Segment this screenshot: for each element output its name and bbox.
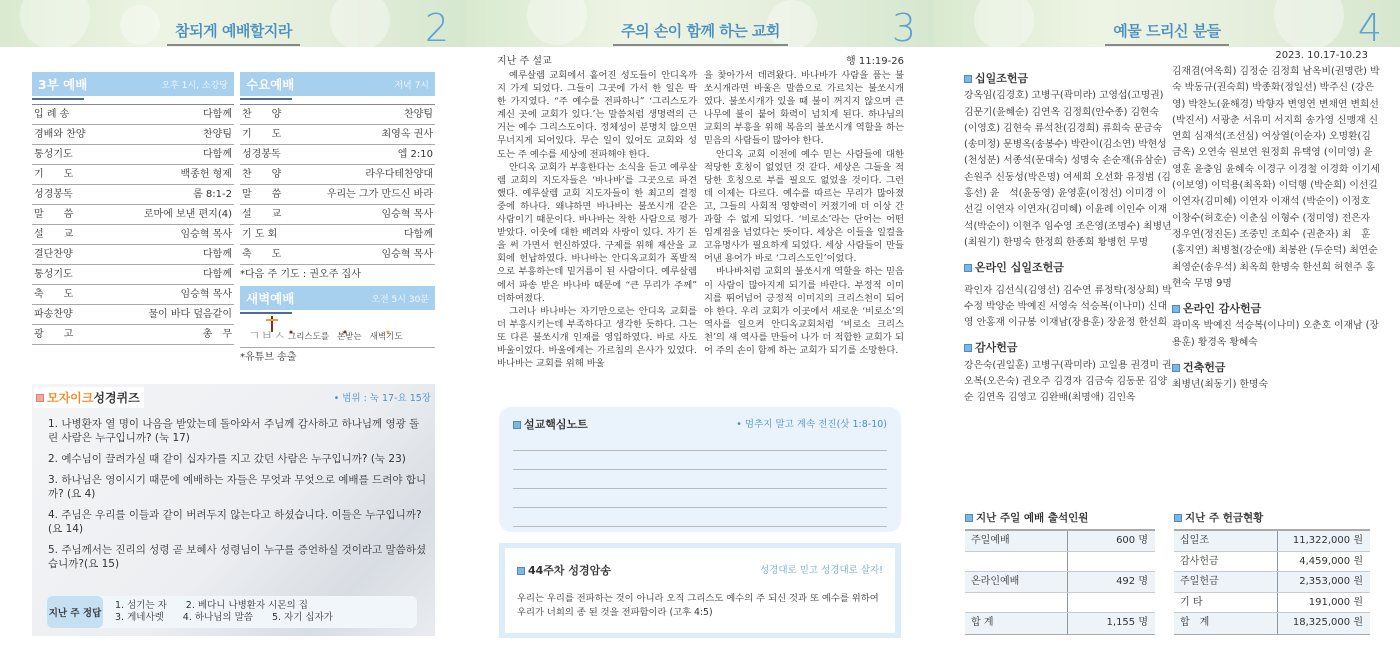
table-row	[965, 531, 1155, 552]
row-label: 기 도 회	[242, 229, 278, 240]
cross-icon	[240, 310, 435, 348]
table-cell-label: 십일조	[1174, 531, 1278, 551]
building-names: 최병년(최동기) 한명숙	[1172, 379, 1268, 391]
table-row	[1174, 531, 1370, 552]
service-3-section	[32, 72, 234, 345]
note-line[interactable]	[513, 508, 887, 527]
offerings-column-2	[1172, 64, 1390, 394]
square-bullet-icon	[1174, 514, 1182, 522]
row-value: 백종헌 형제	[180, 169, 232, 180]
service-3-time: 오후 1시, 소강당	[161, 80, 228, 91]
order-row	[32, 165, 234, 185]
row-label: 경배와 찬양	[34, 129, 86, 140]
row-value: 찬양팀	[203, 129, 232, 140]
answer-line: 1. 섬기는 자 2. 베다니 나병환자 시몬의 집	[115, 600, 308, 611]
online-thanks-title: 온라인 감사헌금	[1183, 302, 1262, 316]
row-label: 파송찬양	[34, 309, 73, 320]
table-cell-value: 1,155 명	[1106, 617, 1148, 628]
table-cell-label: 감사헌금	[1174, 552, 1278, 572]
square-bullet-icon	[1172, 305, 1180, 313]
order-row	[32, 285, 234, 305]
quiz-question: 2. 예수님이 끌려가실 때 같이 십자가를 지고 갔던 사람은 누구입니까? (눅 23)	[48, 453, 406, 465]
row-label: 축 도	[34, 289, 74, 300]
table-cell-label: 합 계	[1174, 613, 1278, 634]
sermon-reference: 행 11:19-26	[846, 56, 904, 67]
row-value: 라우다테찬양대	[365, 169, 433, 180]
table-cell-label	[965, 552, 1068, 572]
notes-subtitle: • 멈추지 말고 계속 전진(삿 1:8-10)	[736, 419, 887, 430]
order-row	[32, 265, 234, 285]
dawn-service-header	[240, 286, 435, 310]
row-label: 축 도	[242, 249, 282, 260]
sermon-label: 지난 주 설교	[497, 56, 552, 67]
online-thanks-names: 곽미옥 박예진 석승복(이나미) 오춘호 이재남 (장용훈) 황경옥 황혜숙	[1172, 320, 1379, 348]
offering-status-title: 지난 주 헌금현황	[1185, 512, 1264, 524]
youtube-note: *유튜브 송출	[240, 352, 297, 363]
wednesday-time: 저녁 7시	[394, 80, 429, 91]
table-row	[965, 613, 1155, 634]
row-label: 성경봉독	[34, 189, 73, 200]
table-cell-value: 600 명	[1116, 535, 1148, 546]
wednesday-service-section	[240, 72, 435, 368]
row-value: 총 무	[202, 329, 232, 340]
notes-title: 설교핵심노트	[524, 418, 588, 431]
row-value: 다함께	[203, 249, 232, 260]
order-row	[240, 245, 435, 265]
row-label: 광 고	[34, 329, 74, 340]
quiz-question: 4. 주님은 우리를 이들과 같이 버려두지 않는다고 하셨습니다. 이들은 누구입니까? (요 14)	[48, 509, 422, 535]
page-4	[934, 0, 1400, 662]
wednesday-order	[240, 104, 435, 265]
quiz-question: 3. 하나님은 영이시기 때문에 예배하는 자들은 무엇과 무엇으로 예배를 드려야 합니까? (요 4)	[48, 474, 427, 500]
row-label: 설 교	[34, 229, 74, 240]
quiz-question: 1. 나병환자 열 명이 나음을 받았는데 돌아와서 주님께 감사하고 하나님께 영광 돌린 사람은 누구입니까? (눅 17)	[48, 418, 420, 444]
attendance-table	[965, 510, 1155, 635]
quiz-title: 성경퀴즈	[93, 390, 140, 405]
next-prayer-note: *다음 주 기도 : 권오주 집사	[240, 269, 361, 280]
row-value: 엡 2:10	[397, 149, 433, 160]
note-line[interactable]	[513, 489, 887, 508]
table-cell-label: 합 계	[965, 613, 1068, 634]
building-title: 건축헌금	[1183, 361, 1226, 375]
offerings-column-1	[964, 68, 1174, 407]
row-value: 임승혁 목사	[180, 229, 232, 240]
table-row	[1174, 552, 1370, 573]
square-bullet-icon	[964, 264, 972, 272]
note-line[interactable]	[513, 432, 887, 451]
date-range: 2023. 10.17-10.23	[1275, 50, 1368, 61]
order-row	[240, 145, 435, 165]
order-row	[240, 205, 435, 225]
logo-word: 본받는	[337, 332, 362, 342]
table-row	[965, 552, 1155, 573]
online-tithe-title: 온라인 십일조헌금	[975, 261, 1064, 275]
table-cell-label: 기 타	[1174, 593, 1278, 613]
thanks-names: 강은숙(권일훈) 고병구(곽미라) 고일용 권경미 권오복(오은숙) 권오주 김경자 김금숙 김동문 김양순 김연옥 김영고 김완배(최명애) 김인옥	[964, 359, 1172, 404]
order-row	[240, 125, 435, 145]
row-value: 임승혁 목사	[381, 249, 433, 260]
row-value: 다함께	[404, 229, 433, 240]
square-bullet-icon	[36, 394, 44, 402]
note-line[interactable]	[513, 451, 887, 470]
table-cell-value: 18,325,000 원	[1292, 617, 1363, 628]
row-value: 다함께	[203, 109, 232, 120]
page-number: 3	[891, 6, 916, 50]
last-week-answers	[47, 596, 417, 628]
order-row	[32, 245, 234, 265]
dawn-title: 새벽예배	[246, 291, 295, 306]
square-bullet-icon	[1172, 364, 1180, 372]
page-3	[467, 0, 934, 662]
answer-label: 지난 주 정답	[47, 596, 103, 628]
order-row	[32, 125, 234, 145]
order-row	[32, 105, 234, 125]
memory-verse: 우리는 우리를 전파하는 것이 아니라 오직 그리스도 예수의 주 되신 것과 또 예수를 위하여 우리가 너희의 종 된 것을 전파함이라 (고후 4:5)	[517, 593, 879, 618]
table-row	[965, 572, 1155, 593]
page-2	[0, 0, 467, 662]
row-label: 입 례 송	[34, 109, 70, 120]
bible-quiz-section	[32, 384, 435, 636]
row-label: 통성기도	[34, 149, 73, 160]
sermon-column-1: 예루살렘 교회에서 흩어진 성도들이 안디옥까지 가게 되었다. 그들이 그곳에 가서 한 일은 딱 한 가지였다. “주 예수를 전파하니” ‘그리스도가 계신 곳에 교회가 있다.’는 말씀처럼 생명력의 근거는 예수 그리스도이다. 정체성이 분명치 않으면 무너지게 되어있다. 무슨 일이 있어도 교회와 성도는 주 예수를 세상에 전파해야 한다. 안디옥 교회가 부흥한다는 소식을 듣고 예루살렘 교회의 지도자들은 ‘바나바’를 그곳으로 파견했다. 예루살렘 교회 지도자들이 한 최고의 결정 중에 하나다. 왜냐하면 바나바는 불쏘시개 같은 사람이기 때문이다. 바나바는 착한 사람으로 평가받았다. 이웃에 대한 배려와 사랑이 있다. 자기 돈을 써 가면서 헌신하였다. 구제를 위해 재산을 교회에 헌납하였다. 바나바는 안디옥교회가 폭발적으로 부흥하는데 밑거름이 된 사람이다. 예루살렘에서 파송 받은 바나바 때문에 “큰 무리가 주께” 더하여졌다. 그러나 바나바는 자기만으로는 안디옥 교회를 더 부흥시키는데 부족하다고 생각한 듯하다. 그는 또 다른 불쏘시개 인재를 영입하였다. 바로 사도 바울이었다. 바울에게는 가르침의 은사가 있었다. 바나바는 교회를 위해 바울	[497, 70, 697, 370]
order-row	[32, 205, 234, 225]
row-label: 결단찬양	[34, 249, 73, 260]
table-cell-value: 11,322,000 원	[1292, 535, 1363, 546]
square-bullet-icon	[513, 421, 521, 429]
dawn-prayer-logo	[240, 310, 435, 348]
page-title: 예물 드리신 분들	[934, 20, 1400, 46]
tithe-title: 십일조헌금	[975, 72, 1029, 85]
row-label: 말 씀	[242, 189, 282, 200]
svg-text:ㄱㅂㅅ: ㄱㅂㅅ	[248, 329, 286, 344]
row-label: 찬 양	[242, 109, 282, 120]
order-row	[32, 305, 234, 325]
logo-word: 그리스도를	[288, 332, 330, 342]
table-cell-value: 4,459,000 원	[1299, 555, 1363, 567]
order-row	[32, 225, 234, 245]
row-value: 다함께	[203, 149, 232, 160]
sermon-column-2: 을 찾아가서 데려왔다. 바나바가 사람을 품는 불쏘시개라면 바울은 말씀으로 가르치는 불쏘시개였다. 불쏘시개가 있을 때 불이 꺼지지 않으며 큰 나무에 불이 붙어 화력이 넘치게 된다. 하나님의 교회의 부흥을 위해 복음의 불쏘시개 역할을 하는 믿음의 사람들이 많아야 한다. 안디옥 교회 이전에 예수 믿는 사람들에 대한 적당한 호칭이 없었던 것 같다. 세상은 그들을 적당한 호칭으로 부를 필요도 없었을 것이다. 그런데 이제는 다르다. 예수를 따르는 무리가 많아졌고, 그들의 사회적 영향력이 커졌기에 더 이상 간과할 수 없게 되었다. ‘비로소’라는 단어는 어떤 임계점을 넘었다는 뜻이다. 세상은 이들을 일컬을 고유명사가 필요하게 되었다. 세상 사람들이 만들어낸 용어가 바로 ‘그리스도인’이었다. 바나바처럼 교회의 불쏘시개 역할을 하는 믿음이 사람이 많아지게 되기를 바란다. 부정적 이미지를 뛰어넘어 긍정적 이미지의 크리스천이 되어야 한다. 우리 교회가 이곳에서 새로운 ‘비로소’의 역사를 일으켜 안디옥교회처럼 ‘비로소 크리스천’의 새 역사를 만들어 나가 더 적합한 교회가 되어 주의 손이 함께 하는 교회가 되기를 소망한다.	[704, 70, 904, 356]
memory-title: 44주차 성경암송	[528, 564, 611, 577]
note-line[interactable]	[513, 470, 887, 489]
page-number: 2	[424, 6, 449, 50]
table-cell-value: 492 명	[1116, 576, 1148, 587]
attendance-title: 지난 주일 예배 출석인원	[976, 512, 1089, 524]
service-3-order	[32, 104, 234, 345]
row-label: 성경봉독	[242, 149, 281, 160]
row-value: 찬양팀	[404, 109, 433, 120]
order-row	[240, 185, 435, 205]
table-cell-label	[965, 593, 1068, 613]
tithe-names: 강옥임(김경호) 고병구(곽미라) 고영섭(고명권) 김문기(윤혜순) 김연옥 김정희(안수종) 김현숙 (이영호) 김현숙 류석찬(김경희) 류희숙 문금숙 (송미정) 문병옥(송봉수) 박란이(김소연) 박현성 (천성분) 서종석(문대숙) 성명숙 손순재(유삼순) 손원주 신동성(박은명) 여세희 오선화 유정범 (김홍선) 윤 석(윤동영) 윤영훈(이정선) 이미경 이선길 이연자 이연자(김미혜) 이윤례 이인수 이재석(박순이) 이현주 임수영 조은영(조명수) 최병년(최원기) 한명숙 한정희 한종희 황병헌 무명	[964, 90, 1172, 248]
table-row	[1174, 593, 1370, 614]
answer-line: 3. 게네사렛 4. 하나님의 말씀 5. 자기 십자가	[115, 612, 333, 623]
page-title: 참되게 예배할지라	[0, 20, 467, 46]
wednesday-title: 수요예배	[246, 77, 295, 92]
order-row	[240, 165, 435, 185]
order-row	[32, 145, 234, 165]
row-label: 기 도	[34, 169, 74, 180]
row-value: 다함께	[203, 269, 232, 280]
row-label: 통성기도	[34, 269, 73, 280]
table-cell-value: 191,000 원	[1308, 596, 1363, 608]
thanks-names-continued: 김재겸(여옥희) 김정순 김정희 남옥비(권명란) 박 숙 박동규(권숙희) 박종화(정일선) 박주신 (강은영) 박찬노(윤해경) 박향자 변영연 변채연 변희선(박진서) 서광춘 서유미 서지희 송가영 신맹재 신연희 심재석(조선심) 여상열(이순자) 오명환(김금옥) 오연숙 원보연 원정희 유택영 (이미영) 윤영훈 윤충임 윤혜숙 이경구 이경철 이경화 이기세(이보영) 이덕용(최옥화) 이덕행 (박순희) 이선길 이연자(김미혜) 이연자 이재석 (박순이) 이정호 이창수(허호순) 이춘심 이형수 (정미영) 전은자 정우연(정진돈) 조중민 조희수 (권춘자) 최 훈(홍지연) 최병철(강순애) 최봉완 (두순덕) 최연순 최영순(송우석) 최옥희 한명숙 한선희 허현주 홍현숙 무명 9명	[1172, 66, 1390, 289]
order-row	[240, 225, 435, 245]
table-cell-value	[1068, 593, 1155, 613]
order-row	[32, 325, 234, 345]
table-row	[965, 593, 1155, 614]
page-title: 주의 손이 함께 하는 교회	[467, 20, 934, 46]
quiz-title-mosaic: 모자이크	[47, 390, 94, 405]
table-cell-value: 2,353,000 원	[1299, 576, 1363, 587]
row-value: 최영옥 권사	[381, 129, 433, 140]
row-label: 말 씀	[34, 209, 74, 220]
table-cell-value	[1068, 552, 1155, 572]
order-row	[240, 105, 435, 125]
row-label: 기 도	[242, 129, 282, 140]
quiz-question: 5. 주님께서는 진리의 성령 곧 보혜사 성령님이 누구를 증언하실 것이라고 말씀하셨습니까?(요 15)	[48, 544, 427, 570]
online-tithe-names: 곽인자 김선식(김영선) 김수연 류정탁(정상희) 박수정 박양순 박예진 서영숙 석승복(이나미) 신대영 안홍재 이규봉 이재남(장용훈) 장윤정 한선희	[964, 284, 1172, 329]
table-row	[1174, 613, 1370, 634]
sermon-body	[497, 69, 904, 370]
square-bullet-icon	[964, 75, 972, 83]
row-value: 우리는 그가 만드신 바라	[326, 189, 433, 200]
dawn-time: 오전 5시 30분	[371, 294, 429, 305]
row-value: 임승혁 목사	[180, 289, 232, 300]
sermon-notes-box	[499, 407, 901, 532]
table-cell-label: 온라인예배	[965, 572, 1068, 592]
offering-status-table	[1174, 510, 1370, 635]
row-value: 물이 바다 덮음같이	[148, 309, 232, 320]
order-row	[32, 185, 234, 205]
row-value: 롬 8:1-2	[193, 189, 232, 200]
table-cell-label: 주일헌금	[1174, 572, 1278, 592]
quiz-range: • 범위 : 눅 17-요 15장	[333, 393, 431, 404]
memory-slogan: 성경대로 믿고 성경대로 살자!	[760, 565, 883, 576]
memory-verse-box	[499, 543, 901, 638]
logo-word: 새벽기도	[369, 332, 403, 342]
page-number: 4	[1357, 6, 1382, 50]
square-bullet-icon	[965, 514, 973, 522]
row-label: 설 교	[242, 209, 282, 220]
thanks-title: 감사헌금	[975, 341, 1018, 355]
service-3-title: 3부 예배	[38, 77, 88, 92]
row-label: 찬 양	[242, 169, 282, 180]
row-value: 로마에 보낸 편지(4)	[143, 209, 232, 220]
table-row	[1174, 572, 1370, 593]
row-value: 임승혁 목사	[381, 209, 433, 220]
square-bullet-icon	[517, 567, 525, 575]
table-cell-label: 주일예배	[965, 531, 1068, 551]
square-bullet-icon	[964, 344, 972, 352]
